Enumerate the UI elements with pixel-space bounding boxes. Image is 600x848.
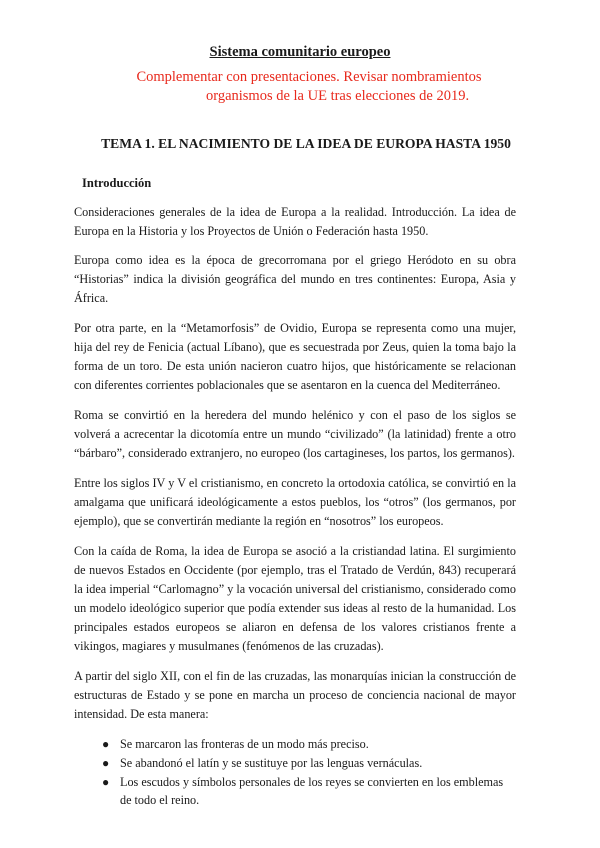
- revision-note-line-2: organismos de la UE tras elecciones de 2019.: [206, 88, 470, 104]
- paragraph: A partir del siglo XII, con el fin de las cruzadas, las monarquías inician la construcción de estructuras de Estado y se pone en marcha un proceso de conciencia nacional de mayor intensidad. De esta manera:: [74, 669, 516, 721]
- chapter-heading: TEMA 1. EL NACIMIENTO DE LA IDEA DE EUROPA HASTA 1950: [101, 136, 511, 151]
- paragraph: Con la caída de Roma, la idea de Europa se asoció a la cristiandad latina. El surgimiento de nuevos Estados en Occidente (por ejemplo, tras el Tratado de Verdún, 843) recuperará la idea imperial “Carlomagno” y la vocación universal del cristianismo, considerado como un modelo ideológico superior que podía extender sus ideas al resto de la humanidad. Los principales estados europeos se aliaron en defensa de los valores cristianos frente a vikingos, magiares y musulmanes (fenómenos de las cruzadas).: [74, 544, 516, 653]
- list-item: [74, 754, 516, 772]
- paragraph: Por otra parte, en la “Metamorfosis” de Ovidio, Europa se representa como una mujer, hija del rey de Fenicia (actual Líbano), que es secuestrada por Zeus, quien la toma bajo la forma de un toro. De esta unión nacieron cuatro hijos, que históricamente se relacionan con diferentes corrientes poblacionales que se asentaron en la cuenca del Mediterráneo.: [74, 321, 516, 392]
- paragraph: Roma se convirtió en la heredera del mundo helénico y con el paso de los siglos se volverá a acrecentar la dicotomía entre un mundo “civilizado” (la latinidad) frente a otro “bárbaro”, considerado extranjero, no europeo (los cartagineses, los partos, los germanos).: [74, 408, 516, 460]
- bullet-icon: ●: [102, 737, 110, 751]
- bullet-icon: ●: [102, 756, 110, 770]
- list-item-text: Se abandonó el latín y se sustituye por las lenguas vernáculas.: [120, 756, 423, 770]
- revision-note: [0, 68, 600, 106]
- bullet-list: [74, 735, 516, 809]
- list-item-text: Los escudos y símbolos personales de los reyes se convierten en los emblemas de todo el reino.: [120, 775, 504, 807]
- list-item: [74, 735, 516, 753]
- bullet-icon: ●: [102, 775, 110, 789]
- list-item: [74, 773, 516, 809]
- paragraph: Consideraciones generales de la idea de Europa a la realidad. Introducción. La idea de Europa en la Historia y los Proyectos de Unión o Federación hasta 1950.: [74, 205, 516, 238]
- paragraph: Europa como idea es la época de grecorromana por el griego Heródoto en su obra “Historias” indica la división geográfica del mundo en tres continentes: Europa, Asia y África.: [74, 253, 516, 305]
- document-title: Sistema comunitario europeo: [209, 44, 391, 60]
- section-heading: Introducción: [82, 176, 152, 190]
- document-body: [74, 203, 516, 810]
- paragraph: Entre los siglos IV y V el cristianismo, en concreto la ortodoxia católica, se convirtió en la amalgama que unificará ideológicamente a estos pueblos, los “otros” (los germanos, por ejemplo), que se convertirán mediante la región en “nosotros” los europeos.: [74, 476, 516, 528]
- revision-note-line-1: Complementar con presentaciones. Revisar nombramientos: [136, 69, 482, 85]
- list-item-text: Se marcaron las fronteras de un modo más preciso.: [120, 737, 369, 751]
